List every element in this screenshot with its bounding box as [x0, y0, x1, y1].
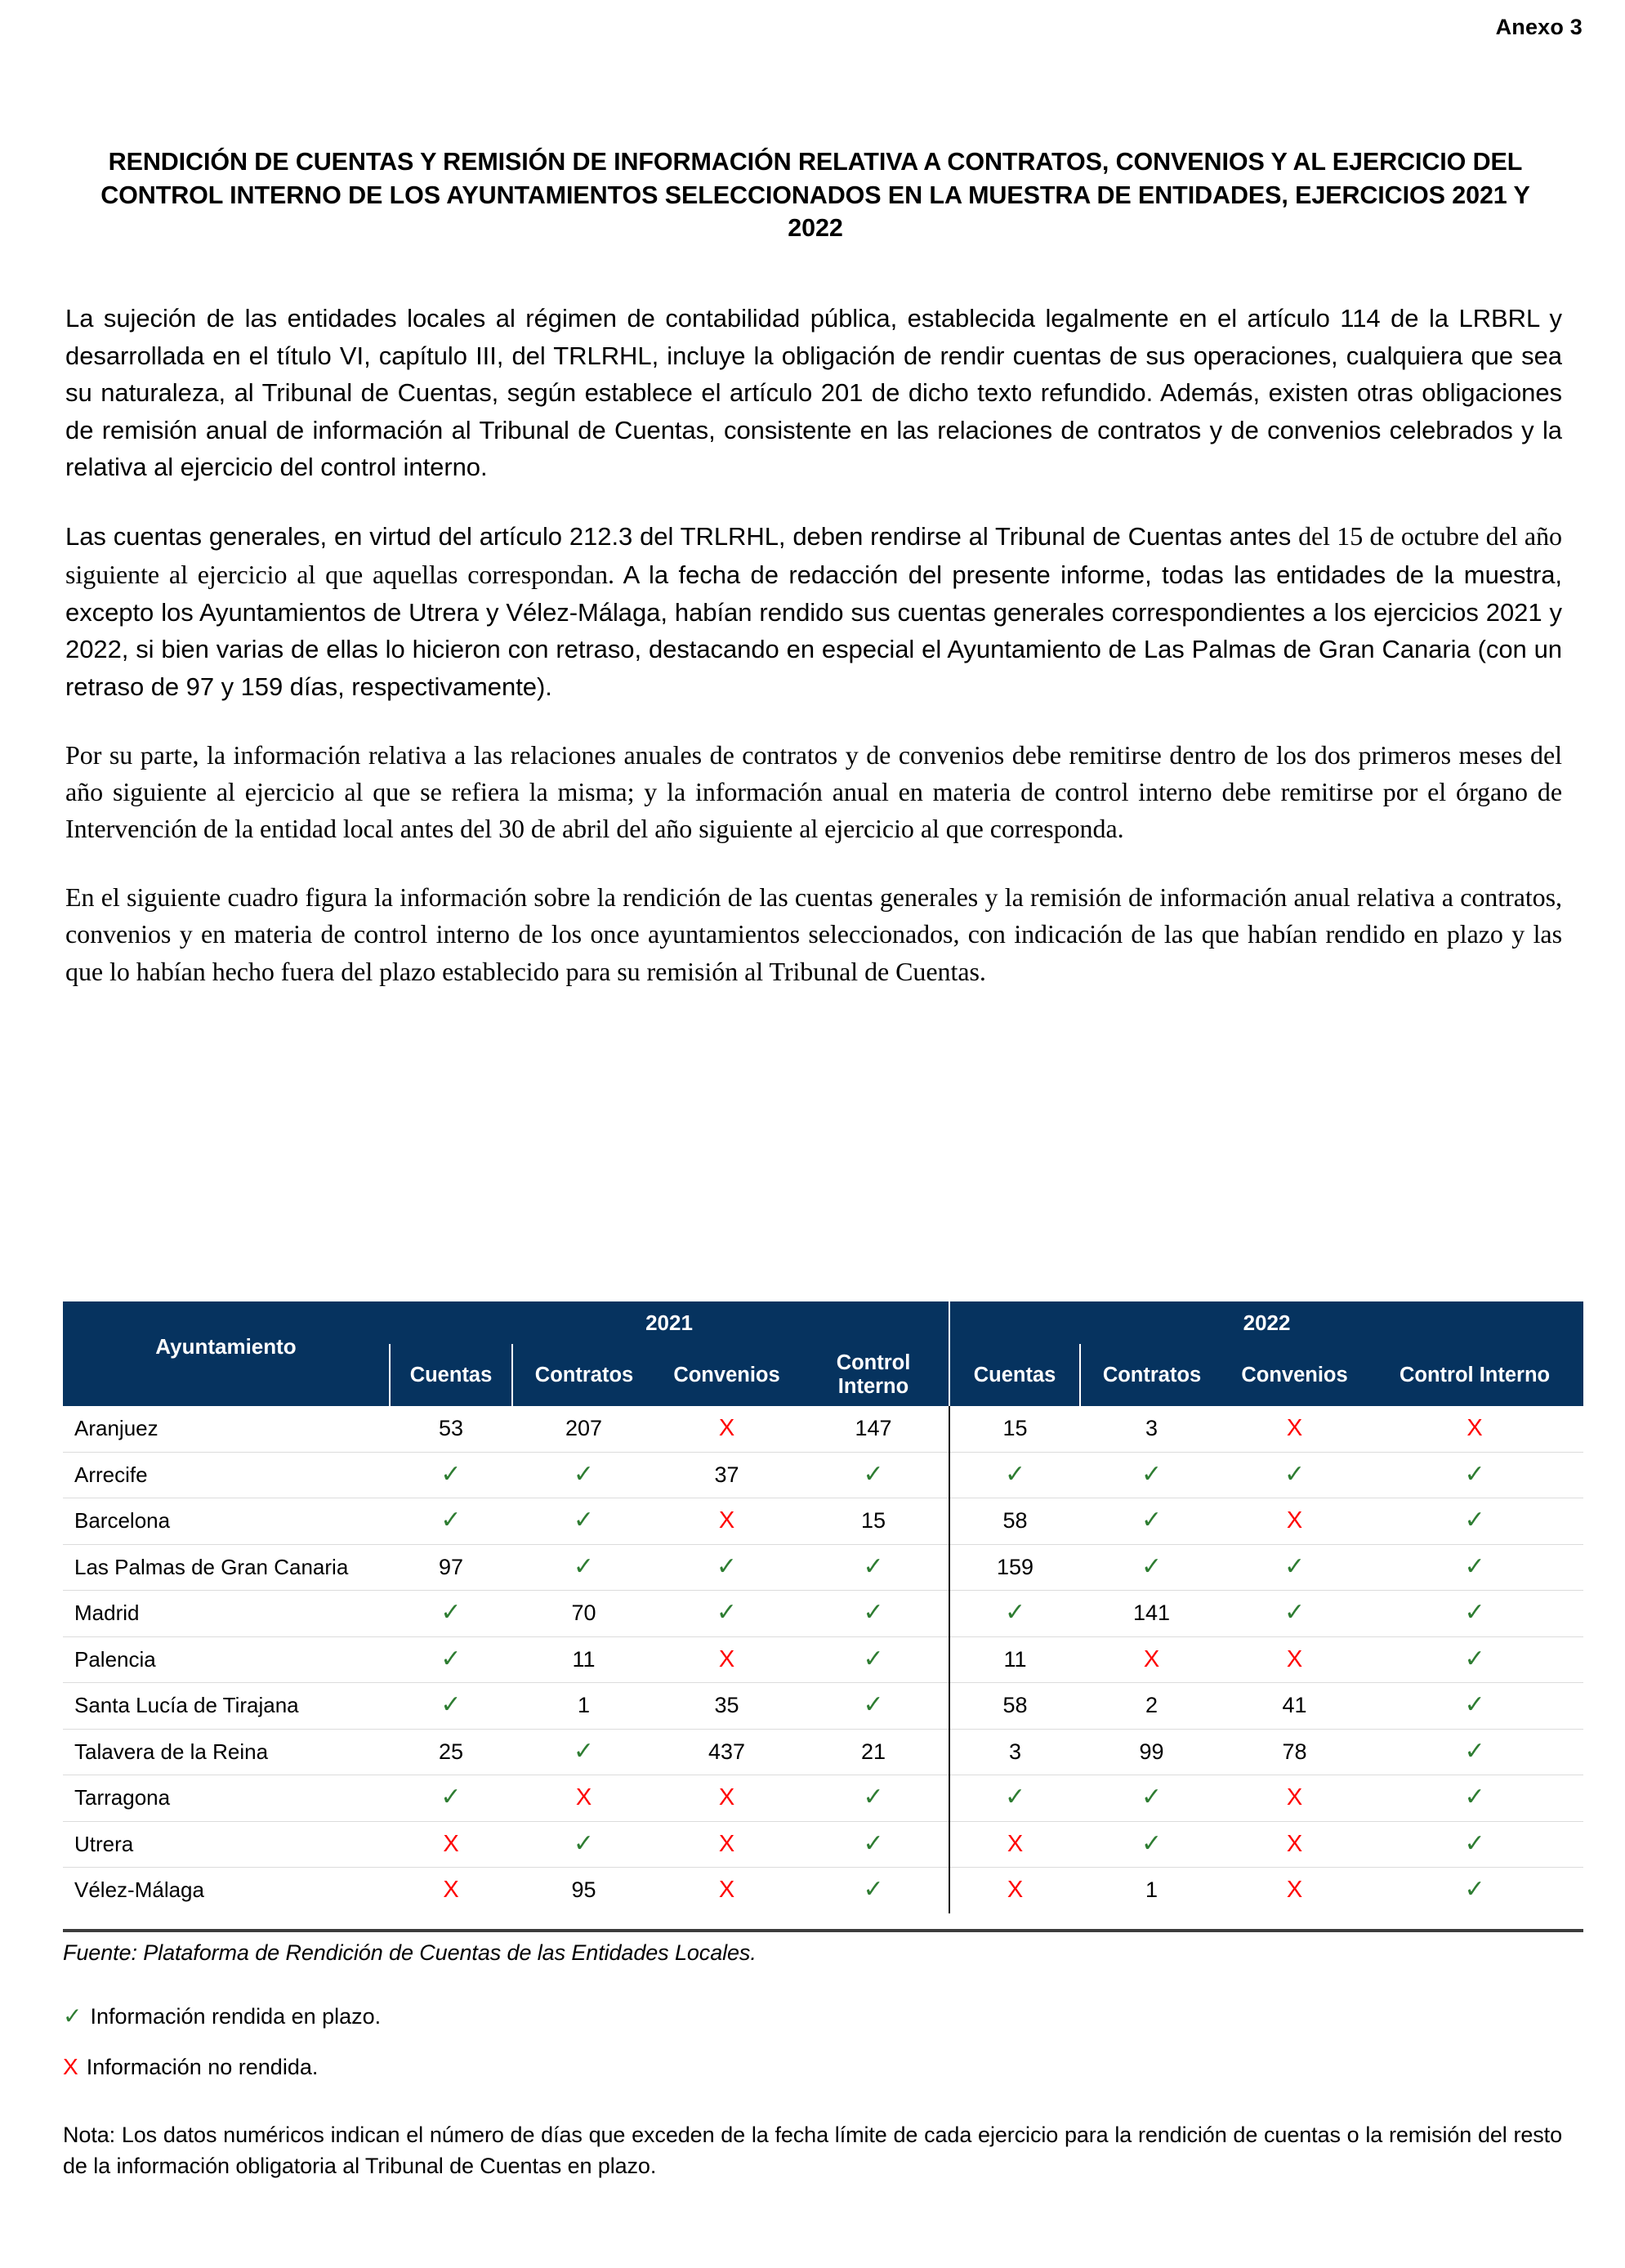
table-cell-2022-contratos — [1080, 1775, 1223, 1822]
table-cell-2021-cuentas — [390, 1868, 512, 1913]
table-cell-2022-control-interno — [1366, 1498, 1583, 1545]
cross-icon: X — [1286, 1830, 1303, 1857]
table-cell-2022-contratos — [1080, 1868, 1223, 1913]
check-icon: ✓ — [1141, 1784, 1163, 1811]
check-icon: ✓ — [1283, 1460, 1306, 1488]
paragraph-2-part-a: Las cuentas generales, en virtud del artículo 212.3 del TRLRHL, deben rendirse al Tribunal de Cuentas antes — [65, 521, 1299, 551]
check-icon: ✓ — [716, 1599, 738, 1627]
delay-days-value: 37 — [714, 1462, 739, 1487]
table-cell-2021-convenios — [655, 1498, 798, 1545]
table-cell-2022-control-interno — [1366, 1821, 1583, 1868]
table-cell-2022-contratos — [1080, 1452, 1223, 1498]
table-row — [63, 1775, 1583, 1822]
table-cell-2022-contratos — [1080, 1591, 1223, 1637]
cross-icon: X — [443, 1830, 459, 1857]
table-cell-2021-convenios — [655, 1406, 798, 1452]
paragraph-2-part-b: del 15 de octubre del año siguiente al ejercicio al que aquellas correspondan. — [65, 520, 1562, 589]
delay-days-value: 437 — [708, 1739, 746, 1764]
table-cell-2021-control-interno — [798, 1821, 949, 1868]
table-cell-2022-cuentas — [949, 1544, 1080, 1591]
check-icon: ✓ — [863, 1691, 884, 1719]
cross-icon: X — [575, 1784, 592, 1811]
delay-days-value: 78 — [1282, 1739, 1307, 1764]
check-icon: ✓ — [863, 1460, 884, 1488]
table-cell-2021-contratos — [512, 1775, 655, 1822]
table-cell-2022-convenios — [1223, 1729, 1366, 1775]
delay-days-value: 70 — [571, 1601, 596, 1626]
table-cell-2021-cuentas — [390, 1591, 512, 1637]
delay-days-value: 11 — [1003, 1646, 1027, 1672]
check-icon: ✓ — [440, 1784, 462, 1811]
check-icon: ✓ — [1283, 1552, 1306, 1580]
check-icon: ✓ — [863, 1645, 884, 1672]
check-icon: ✓ — [863, 1784, 884, 1811]
check-icon: ✓ — [440, 1691, 462, 1719]
th-ayuntamiento: Ayuntamiento — [63, 1301, 390, 1406]
table-cell-2021-convenios — [655, 1821, 798, 1868]
check-icon: ✓ — [1464, 1784, 1485, 1811]
table-row-entity: Arrecife — [63, 1452, 390, 1498]
cross-icon: X — [1286, 1784, 1303, 1811]
table-cell-2021-convenios — [655, 1868, 798, 1913]
table-cell-2021-convenios — [655, 1452, 798, 1498]
table-cell-2022-control-interno — [1366, 1406, 1583, 1452]
table-cell-2021-control-interno — [798, 1452, 949, 1498]
delay-days-value: 99 — [1139, 1739, 1164, 1764]
body-text-block — [65, 300, 1562, 1021]
cross-icon: X — [718, 1877, 735, 1904]
cross-icon: X — [1007, 1830, 1024, 1857]
delay-days-value: 1 — [1145, 1877, 1158, 1903]
table-cell-2022-cuentas — [949, 1683, 1080, 1730]
table-row — [63, 1729, 1583, 1775]
paragraph-4: En el siguiente cuadro figura la información sobre la rendición de las cuentas generales y la remisión de información anual relativa a contratos, convenios y en materia de control interno de los once ayuntamientos seleccionados, con indicación de las que habían rendido en plazo y las que lo habían hecho fuera del plazo establecido para su remisión al Tribunal de Cuentas. — [65, 882, 1562, 986]
cross-icon: X — [718, 1415, 735, 1442]
check-icon: ✓ — [573, 1460, 595, 1488]
table-cell-2022-cuentas — [949, 1591, 1080, 1637]
cross-icon: X — [1286, 1877, 1303, 1904]
delay-days-value: 2 — [1145, 1693, 1158, 1718]
delay-days-value: 58 — [1002, 1693, 1028, 1718]
cross-icon: X — [1143, 1645, 1160, 1672]
rendicion-table-wrapper — [63, 1301, 1583, 1913]
table-row — [63, 1683, 1583, 1730]
check-icon: ✓ — [573, 1829, 595, 1857]
delay-days-value: 41 — [1282, 1693, 1307, 1718]
table-cell-2022-cuentas — [949, 1729, 1080, 1775]
paragraph-2-part-c: A la fecha de redacción del presente informe, todas las entidades de la muestra, excepto los Ayuntamientos de Utrera y Vélez-Málaga, habían rendido sus cuentas generales correspondientes a los ejercicios 2021 y 2022, si bien varias de ellas lo hicieron con retraso, destacando en especial el Ayuntamiento de Las Palmas de Gran Canaria (con un retraso de 97 y 159 días, respectivamente). — [65, 560, 1562, 701]
table-cell-2021-convenios — [655, 1775, 798, 1822]
check-icon: ✓ — [1464, 1691, 1485, 1719]
table-cell-2021-convenios — [655, 1544, 798, 1591]
cross-icon: X — [718, 1507, 735, 1534]
table-cell-2022-cuentas — [949, 1821, 1080, 1868]
check-icon: ✓ — [1464, 1829, 1485, 1857]
table-cell-2021-convenios — [655, 1729, 798, 1775]
cross-icon: X — [1286, 1507, 1303, 1534]
table-cell-2022-convenios — [1223, 1868, 1366, 1913]
delay-days-value: 21 — [860, 1739, 886, 1764]
cross-icon: X — [1286, 1645, 1303, 1672]
table-cell-2022-cuentas — [949, 1775, 1080, 1822]
table-cell-2022-convenios — [1223, 1591, 1366, 1637]
delay-days-value: 147 — [855, 1416, 892, 1441]
table-row — [63, 1452, 1583, 1498]
table-row-entity: Tarragona — [63, 1775, 390, 1822]
rendicion-table — [63, 1301, 1583, 1913]
table-cell-2021-control-interno — [798, 1683, 949, 1730]
delay-days-value: 15 — [1002, 1416, 1028, 1441]
table-cell-2021-convenios — [655, 1591, 798, 1637]
table-cell-2021-cuentas — [390, 1636, 512, 1683]
paragraph-3: Por su parte, la información relativa a las relaciones anuales de contratos y de convenios debe remitirse dentro de los dos primeros meses del año siguiente al ejercicio al que se refiera la misma; y la información anual en materia de control interno debe remitirse por el órgano de Intervención de la entidad local antes del 30 de abril del año siguiente al ejercicio al que corresponda. — [65, 739, 1562, 844]
table-cell-2021-contratos — [512, 1498, 655, 1545]
table-cell-2021-contratos — [512, 1544, 655, 1591]
table-cell-2022-contratos — [1080, 1683, 1223, 1730]
table-row — [63, 1406, 1583, 1452]
check-icon: ✓ — [1141, 1829, 1163, 1857]
cross-icon: X — [718, 1645, 735, 1672]
th-2021-contratos: Contratos — [512, 1344, 655, 1406]
table-head — [63, 1301, 1583, 1406]
delay-days-value: 97 — [438, 1554, 464, 1579]
check-icon: ✓ — [573, 1507, 595, 1534]
table-cell-2022-convenios — [1223, 1544, 1366, 1591]
check-icon: ✓ — [1464, 1552, 1485, 1580]
cross-icon: X — [718, 1784, 735, 1811]
table-cell-2022-convenios — [1223, 1406, 1366, 1452]
running-head: Anexo 3 — [1495, 15, 1583, 39]
table-cell-2021-convenios — [655, 1636, 798, 1683]
table-cell-2021-cuentas — [390, 1452, 512, 1498]
table-cell-2022-convenios — [1223, 1498, 1366, 1545]
cross-icon: X — [63, 2054, 78, 2079]
table-cell-2022-cuentas — [949, 1406, 1080, 1452]
check-icon: ✓ — [1464, 1645, 1485, 1672]
cross-icon: X — [1467, 1415, 1483, 1442]
cross-icon: X — [443, 1877, 459, 1904]
table-cell-2022-cuentas — [949, 1636, 1080, 1683]
check-icon: ✓ — [1464, 1876, 1485, 1904]
cross-icon: X — [1286, 1415, 1303, 1442]
table-cell-2022-convenios — [1223, 1821, 1366, 1868]
table-cell-2022-cuentas — [949, 1498, 1080, 1545]
table-cell-2022-control-interno — [1366, 1729, 1583, 1775]
check-icon: ✓ — [1004, 1460, 1026, 1488]
legend-no-rendida — [63, 2054, 318, 2080]
check-icon: ✓ — [1004, 1784, 1026, 1811]
table-cell-2022-contratos — [1080, 1821, 1223, 1868]
table-cell-2022-contratos — [1080, 1498, 1223, 1545]
table-cell-2022-convenios — [1223, 1775, 1366, 1822]
page-title: RENDICIÓN DE CUENTAS Y REMISIÓN DE INFORMACIÓN RELATIVA A CONTRATOS, CONVENIOS Y AL EJERCICIO DEL CONTROL INTERNO DE LOS AYUNTAMIENTOS SELECCIONADOS EN LA MUESTRA DE ENTIDADES, EJERCICIOS 2021 Y 2022 — [100, 148, 1530, 243]
table-row-entity: Barcelona — [63, 1498, 390, 1545]
delay-days-value: 35 — [714, 1693, 739, 1718]
table-body — [63, 1406, 1583, 1913]
table-cell-2021-cuentas — [390, 1406, 512, 1452]
table-row — [63, 1498, 1583, 1545]
check-icon: ✓ — [1464, 1460, 1485, 1488]
table-cell-2022-contratos — [1080, 1636, 1223, 1683]
table-cell-2021-control-interno — [798, 1636, 949, 1683]
check-icon: ✓ — [1283, 1599, 1306, 1627]
table-head-year-row — [63, 1301, 1583, 1344]
th-2022-cuentas: Cuentas — [949, 1344, 1080, 1406]
table-row — [63, 1544, 1583, 1591]
check-icon: ✓ — [863, 1829, 884, 1857]
table-cell-2022-convenios — [1223, 1636, 1366, 1683]
table-row-entity: Madrid — [63, 1591, 390, 1637]
table-cell-2021-contratos — [512, 1591, 655, 1637]
table-cell-2021-contratos — [512, 1729, 655, 1775]
check-icon: ✓ — [1141, 1507, 1163, 1534]
th-2021-control-interno: Control Interno — [798, 1344, 949, 1406]
nota-text: Nota: Los datos numéricos indican el número de días que exceden de la fecha límite de cada ejercicio para la rendición de cuentas o la remisión del resto de la información obligatoria al Tribunal de Cuentas en plazo. — [63, 2123, 1562, 2179]
delay-days-value: 1 — [577, 1693, 591, 1718]
cross-icon: X — [718, 1830, 735, 1857]
table-cell-2022-control-interno — [1366, 1683, 1583, 1730]
table-cell-2022-control-interno — [1366, 1544, 1583, 1591]
cross-icon: X — [1007, 1877, 1024, 1904]
th-2022-control-interno: Control Interno — [1366, 1344, 1583, 1406]
delay-days-value: 95 — [571, 1877, 596, 1903]
table-cell-2021-control-interno — [798, 1775, 949, 1822]
table-cell-2021-cuentas — [390, 1821, 512, 1868]
check-icon: ✓ — [440, 1599, 462, 1627]
table-cell-2021-cuentas — [390, 1683, 512, 1730]
table-cell-2022-contratos — [1080, 1544, 1223, 1591]
table-row-entity: Talavera de la Reina — [63, 1729, 390, 1775]
check-icon: ✓ — [63, 2003, 83, 2029]
delay-days-value: 207 — [565, 1416, 603, 1441]
table-cell-2021-contratos — [512, 1821, 655, 1868]
delay-days-value: 3 — [1145, 1416, 1158, 1441]
table-cell-2021-control-interno — [798, 1498, 949, 1545]
source-note: Fuente: Plataforma de Rendición de Cuentas de las Entidades Locales. — [63, 1940, 757, 1965]
delay-days-value: 58 — [1002, 1508, 1028, 1534]
table-cell-2021-control-interno — [798, 1544, 949, 1591]
table-row-entity: Aranjuez — [63, 1406, 390, 1452]
check-icon: ✓ — [863, 1552, 884, 1580]
th-group-2021: 2021 — [390, 1301, 949, 1344]
table-cell-2021-cuentas — [390, 1775, 512, 1822]
legend-no-text: Información no rendida. — [86, 2055, 319, 2079]
th-2022-contratos: Contratos — [1080, 1344, 1223, 1406]
delay-days-value: 141 — [1133, 1601, 1171, 1626]
check-icon: ✓ — [863, 1599, 884, 1627]
table-cell-2021-control-interno — [798, 1406, 949, 1452]
delay-days-value: 53 — [438, 1416, 464, 1441]
table-cell-2022-cuentas — [949, 1452, 1080, 1498]
table-row — [63, 1591, 1583, 1637]
delay-days-value: 25 — [438, 1739, 464, 1764]
table-row — [63, 1821, 1583, 1868]
check-icon: ✓ — [573, 1737, 595, 1765]
th-group-2022: 2022 — [949, 1301, 1583, 1344]
table-cell-2021-control-interno — [798, 1868, 949, 1913]
delay-days-value: 159 — [997, 1554, 1034, 1579]
check-icon: ✓ — [1141, 1460, 1163, 1488]
table-row-entity: Las Palmas de Gran Canaria — [63, 1544, 390, 1591]
table-cell-2022-contratos — [1080, 1729, 1223, 1775]
table-cell-2022-control-interno — [1366, 1591, 1583, 1637]
table-cell-2022-control-interno — [1366, 1636, 1583, 1683]
check-icon: ✓ — [863, 1876, 884, 1904]
table-row-entity: Palencia — [63, 1636, 390, 1683]
table-cell-2022-control-interno — [1366, 1452, 1583, 1498]
table-cell-2021-cuentas — [390, 1729, 512, 1775]
table-cell-2021-contratos — [512, 1868, 655, 1913]
th-2021-cuentas: Cuentas — [390, 1344, 512, 1406]
check-icon: ✓ — [440, 1460, 462, 1488]
table-row-entity: Vélez-Málaga — [74, 1877, 204, 1903]
check-icon: ✓ — [1464, 1507, 1485, 1534]
legend-ok-text: Información rendida en plazo. — [90, 2004, 382, 2029]
check-icon: ✓ — [440, 1645, 462, 1672]
legend-rendida-en-plazo — [63, 2002, 381, 2029]
table-cell-2021-contratos — [512, 1406, 655, 1452]
check-icon: ✓ — [1464, 1737, 1485, 1765]
table-row — [63, 1868, 1583, 1913]
check-icon: ✓ — [440, 1507, 462, 1534]
table-cell-2021-convenios — [655, 1683, 798, 1730]
check-icon: ✓ — [1004, 1599, 1026, 1627]
table-cell-2021-contratos — [512, 1636, 655, 1683]
table-cell-2021-cuentas — [390, 1544, 512, 1591]
table-cell-2021-cuentas — [390, 1498, 512, 1545]
table-row — [63, 1636, 1583, 1683]
table-cell-2022-control-interno — [1366, 1775, 1583, 1822]
table-row-entity: Santa Lucía de Tirajana — [63, 1683, 390, 1730]
check-icon: ✓ — [573, 1552, 595, 1580]
paragraph-2 — [65, 517, 1562, 706]
check-icon: ✓ — [1464, 1599, 1485, 1627]
table-cell-2022-contratos — [1080, 1406, 1223, 1452]
check-icon: ✓ — [716, 1552, 738, 1580]
th-2022-convenios: Convenios — [1223, 1344, 1366, 1406]
table-cell-2022-convenios — [1223, 1452, 1366, 1498]
check-icon: ✓ — [1141, 1552, 1163, 1580]
table-bottom-rule — [63, 1929, 1583, 1932]
table-cell-2021-control-interno — [798, 1591, 949, 1637]
delay-days-value: 15 — [860, 1508, 886, 1534]
delay-days-value: 3 — [1009, 1739, 1022, 1764]
table-cell-2022-convenios — [1223, 1683, 1366, 1730]
table-cell-2021-contratos — [512, 1452, 655, 1498]
table-row-entity: Utrera — [63, 1821, 390, 1868]
table-cell-2022-control-interno — [1366, 1868, 1583, 1913]
th-2021-convenios: Convenios — [655, 1344, 798, 1406]
table-cell-2022-cuentas — [949, 1868, 1080, 1913]
table-cell-2021-control-interno — [798, 1729, 949, 1775]
paragraph-1: La sujeción de las entidades locales al régimen de contabilidad pública, establecida legalmente en el artículo 114 de la LRBRL y desarrollada en el título VI, capítulo III, del TRLRHL, incluye la obligación de rendir cuentas de sus operaciones, cualquiera que sea su naturaleza, al Tribunal de Cuentas, según establece el artículo 201 de dicho texto refundido. Además, existen otras obligaciones de remisión anual de información al Tribunal de Cuentas, consistente en las relaciones de contratos y de convenios celebrados y la relativa al ejercicio del control interno. — [65, 304, 1562, 482]
delay-days-value: 11 — [572, 1646, 596, 1672]
table-cell-2021-contratos — [512, 1683, 655, 1730]
